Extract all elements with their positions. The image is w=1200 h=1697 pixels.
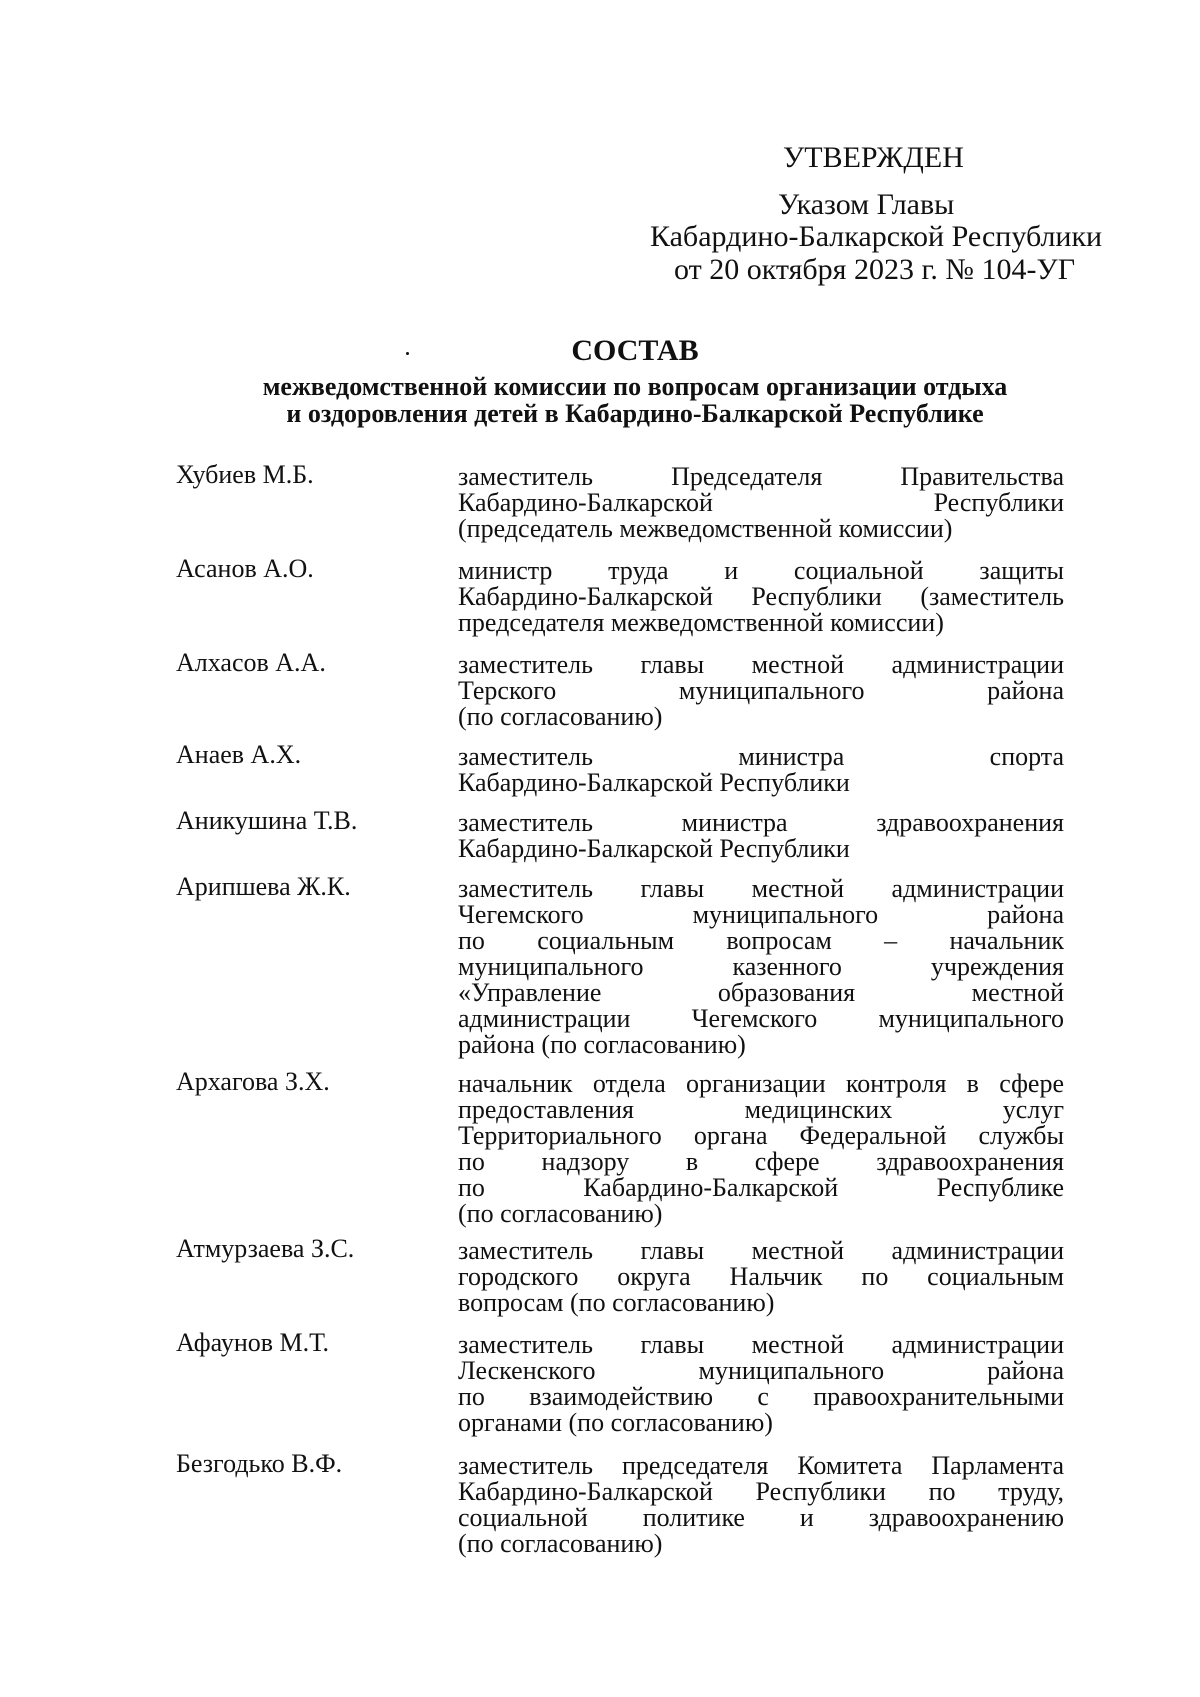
member-role-line: по взаимодействию с правоохранительными	[458, 1382, 1064, 1411]
member-role-line: вопросам (по согласованию)	[458, 1288, 775, 1317]
document-title: СОСТАВ	[571, 334, 699, 367]
member-role	[458, 1238, 1064, 1316]
member-name: Архагова З.Х.	[176, 1067, 330, 1096]
member-role-line: социальной политике и здравоохранению	[458, 1503, 1064, 1532]
member-role	[458, 744, 1064, 796]
member-role-line: (по согласованию)	[458, 702, 663, 731]
member-role-line: органами (по согласованию)	[458, 1408, 773, 1437]
member-role-line: Лескенского муниципального района	[458, 1356, 1064, 1385]
member-role-line: Кабардино-Балкарской Республики	[458, 834, 850, 863]
member-role	[458, 464, 1064, 542]
member-name: Хубиев М.Б.	[176, 460, 314, 489]
member-role	[458, 1332, 1064, 1436]
member-role-line: заместитель главы местной администрации	[458, 650, 1064, 679]
member-role-line: городского округа Нальчик по социальным	[458, 1262, 1064, 1291]
member-name: Безгодько В.Ф.	[176, 1449, 343, 1478]
member-role-line: района (по согласованию)	[458, 1030, 746, 1059]
member-name: Алхасов А.А.	[176, 648, 326, 677]
member-role-line: администрации Чегемского муниципального	[458, 1004, 1064, 1033]
member-name: Арипшева Ж.К.	[176, 872, 351, 901]
member-name: Аникушина Т.В.	[176, 806, 358, 835]
member-role-line: Кабардино-Балкарской Республики	[458, 488, 1064, 517]
member-role-line: по Кабардино-Балкарской Республике	[458, 1173, 1064, 1202]
member-role-line: заместитель Председателя Правительства	[458, 462, 1064, 491]
member-role	[458, 652, 1064, 730]
member-role-line: Кабардино-Балкарской Республики	[458, 768, 850, 797]
member-role-line: заместитель министра здравоохранения	[458, 808, 1064, 837]
member-role-line: председателя межведомственной комиссии)	[458, 608, 944, 637]
member-role	[458, 876, 1064, 1058]
member-role-line: муниципального казенного учреждения	[458, 952, 1064, 981]
member-role-line: министр труда и социальной защиты	[458, 556, 1064, 585]
member-name: Афаунов М.Т.	[176, 1328, 329, 1357]
member-role-line: «Управление образования местной	[458, 978, 1064, 1007]
member-name: Анаев А.Х.	[176, 740, 302, 769]
member-name: Атмурзаева З.С.	[176, 1234, 355, 1263]
member-role-line: заместитель главы местной администрации	[458, 874, 1064, 903]
member-role-line: Кабардино-Балкарской Республики (заместитель	[458, 582, 1064, 611]
member-role	[458, 1071, 1064, 1227]
member-role	[458, 1453, 1064, 1557]
member-role-line: Территориального органа Федеральной службы	[458, 1121, 1064, 1150]
approval-date-number: от 20 октября 2023 г. № 104-УГ	[674, 253, 1076, 286]
member-role-line: заместитель министра спорта	[458, 742, 1064, 771]
member-role-line: заместитель главы местной администрации	[458, 1330, 1064, 1359]
member-role-line: Кабардино-Балкарской Республики по труду,	[458, 1477, 1064, 1506]
approval-decree-line: Указом Главы	[778, 188, 955, 221]
member-role	[458, 810, 1064, 862]
member-role-line: заместитель главы местной администрации	[458, 1236, 1064, 1265]
member-role-line: Чегемского муниципального района	[458, 900, 1064, 929]
approval-stamp-heading: УТВЕРЖДЕН	[783, 141, 964, 174]
subtitle-line-1: межведомственной комиссии по вопросам организации отдыха	[262, 372, 1008, 401]
document-subtitle	[0, 373, 1200, 427]
member-role-line: по социальным вопросам – начальник	[458, 926, 1064, 955]
member-role-line: (председатель межведомственной комиссии)	[458, 514, 953, 543]
member-role	[458, 558, 1064, 636]
member-role-line: (по согласованию)	[458, 1529, 663, 1558]
member-role-line: начальник отдела организации контроля в сфере	[458, 1069, 1064, 1098]
member-name: Асанов А.О.	[176, 554, 314, 583]
member-role-line: предоставления медицинских услуг	[458, 1095, 1064, 1124]
member-role-line: по надзору в сфере здравоохранения	[458, 1147, 1064, 1176]
member-role-line: (по согласованию)	[458, 1199, 663, 1228]
approval-republic-line: Кабардино-Балкарской Республики	[650, 220, 1103, 253]
subtitle-line-2: и оздоровления детей в Кабардино-Балкарской Республике	[286, 399, 984, 428]
member-role-line: заместитель председателя Комитета Парламента	[458, 1451, 1064, 1480]
member-role-line: Терского муниципального района	[458, 676, 1064, 705]
